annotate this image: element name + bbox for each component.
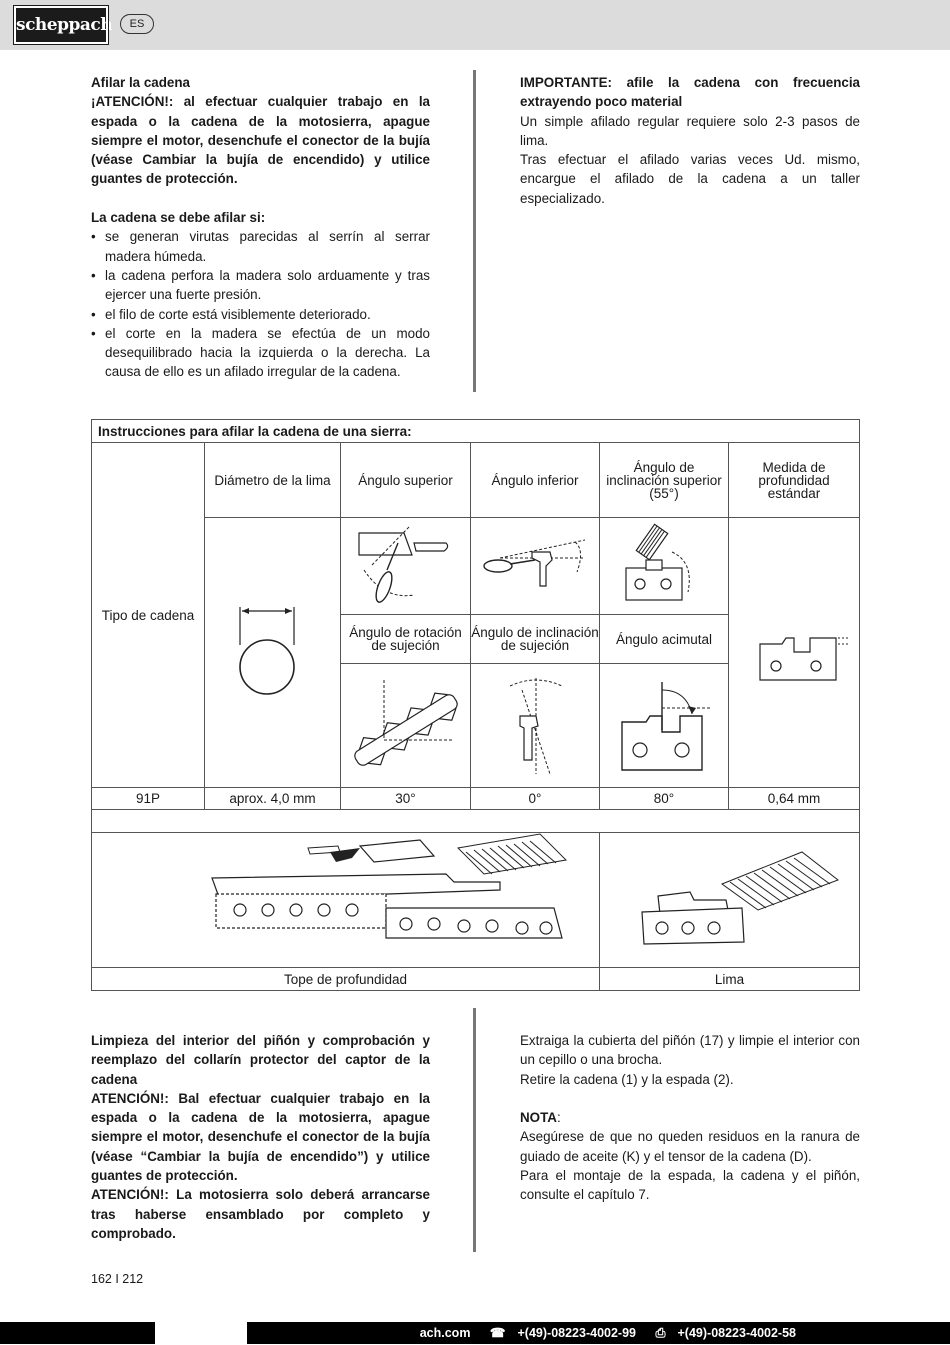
header-depth-measure: Medida de profundidad estándar xyxy=(758,459,830,501)
value-lower-angle: 0° xyxy=(528,791,542,806)
section-sprocket-steps xyxy=(520,1031,860,1205)
header-file-diameter: Diámetro de la lima xyxy=(214,472,331,488)
value-top-angle: 30° xyxy=(395,791,416,806)
footer-phone: +(49)-08223-4002-99 xyxy=(517,1326,636,1340)
fax-icon: ⎙ xyxy=(655,1326,666,1340)
header-top-tilt-angle: Ángulo de inclinación superior (55°) xyxy=(606,459,722,501)
warning-paragraph: ATENCIÓN!: Bal efectuar cualquier trabajo en la espada o la cadena de la motosierra, apague siempre el motor, desenchufe el conector de la bujía (véase “Cambiar la bujía de encendido”) y utilice guantes de protección. xyxy=(91,1090,430,1184)
sharpening-table xyxy=(91,419,860,991)
column-divider xyxy=(473,1008,476,1252)
footer-bar xyxy=(0,1322,950,1344)
value-file-diameter: aprox. 4,0 mm xyxy=(229,791,316,806)
table-caption: Instrucciones para afilar la cadena de una sierra: xyxy=(98,424,412,439)
tilt-angle-icon xyxy=(492,670,582,780)
top-tilt-angle-icon xyxy=(622,522,722,610)
important-paragraph: IMPORTANTE: afile la cadena con frecuencia extrayendo poco material xyxy=(520,75,860,110)
subheader-azimuth-angle: Ángulo acimutal xyxy=(615,631,713,647)
lower-angle-icon xyxy=(480,528,592,608)
conditions-title: La cadena se debe afilar si: xyxy=(91,210,266,226)
value-tilt-angle: 80° xyxy=(653,791,675,806)
paragraph: Un simple afilado regular requiere solo 2-3 pasos de lima. xyxy=(520,113,860,148)
list-item: • se generan virutas parecidas al serrín al serrar madera húmeda. xyxy=(91,227,430,266)
depth-gauge-icon xyxy=(752,630,852,690)
value-chain-type: 91P xyxy=(135,791,161,806)
section-sharpen-chain xyxy=(91,73,430,382)
page-number: 162 I 212 xyxy=(91,1272,144,1286)
azimuth-angle-icon xyxy=(616,678,726,782)
subheader-rotation-angle: Ángulo de rotación de sujeción xyxy=(349,625,462,653)
row-label-chain-type: Tipo de cadena xyxy=(101,607,195,623)
paragraph: Tras efectuar el afilado varias veces Ud. mismo, encargue el afilado de la cadena a un taller especializado. xyxy=(520,152,860,206)
top-angle-icon xyxy=(354,525,466,610)
warning-paragraph: ATENCIÓN!: La motosierra solo deberá arrancarse tras haberse ensamblado por completo y comprobado. xyxy=(91,1187,430,1241)
value-depth: 0,64 mm xyxy=(767,791,821,806)
header-bar xyxy=(0,0,950,50)
section-sprocket-cleaning xyxy=(91,1031,430,1243)
section-title: Afilar la cadena xyxy=(91,75,190,90)
footer-fax: +(49)-08223-4002-58 xyxy=(677,1326,796,1340)
paragraph: Extraiga la cubierta del piñón (17) y limpie el interior con un cepillo o una brocha. xyxy=(520,1033,860,1068)
section-important xyxy=(520,73,860,208)
paragraph: Asegúrese de que no queden residuos en la ranura de guiado de aceite (K) y el tensor de la cadena (D). xyxy=(520,1129,860,1164)
paragraph: Para el montaje de la espada, la cadena y el piñón, consulte el capítulo 7. xyxy=(520,1168,860,1203)
subheader-tilt-angle: Ángulo de inclinación de sujeción xyxy=(471,625,599,653)
paragraph: Retire la cadena (1) y la espada (2). xyxy=(520,1071,734,1087)
list-item: • la cadena perfora la madera solo arduamente y tras ejercer una fuerte presión. xyxy=(91,266,430,305)
label-file: Lima xyxy=(714,971,745,987)
language-badge: ES xyxy=(120,14,154,34)
list-item: • el filo de corte está visiblemente deteriorado. xyxy=(91,305,430,324)
column-divider xyxy=(473,70,476,392)
conditions-list xyxy=(91,227,430,381)
warning-paragraph: ¡ATENCIÓN!: al efectuar cualquier trabajo en la espada o la cadena de la motosierra, apague siempre el motor, desenchufe el conector de la bujía (véase Cambiar la bujía de encendido) y utilice guantes de protección. xyxy=(91,94,430,187)
depth-gauge-tool-illustration xyxy=(210,838,592,964)
rotation-angle-icon xyxy=(344,670,468,776)
phone-icon: ☎ xyxy=(489,1326,506,1340)
file-illustration xyxy=(632,840,854,960)
note-title: NOTA: xyxy=(520,1110,561,1126)
header-top-angle: Ángulo superior xyxy=(358,472,453,488)
file-diameter-icon xyxy=(232,595,312,705)
section-title: Limpieza del interior del piñón y comprobación y reemplazo del collarín protector del captor de la cadena xyxy=(91,1033,430,1087)
list-item: • el corte en la madera se efectúa de un modo desequilibrado hacia la izquierda o la derecha. La causa de ello es un afilado irregular de la cadena. xyxy=(91,324,430,382)
footer-website: ach.com xyxy=(419,1326,471,1340)
label-depth-gauge: Tope de profundidad xyxy=(283,971,408,987)
header-lower-angle: Ángulo inferior xyxy=(491,472,579,488)
brand-logo: scheppach xyxy=(14,6,108,44)
